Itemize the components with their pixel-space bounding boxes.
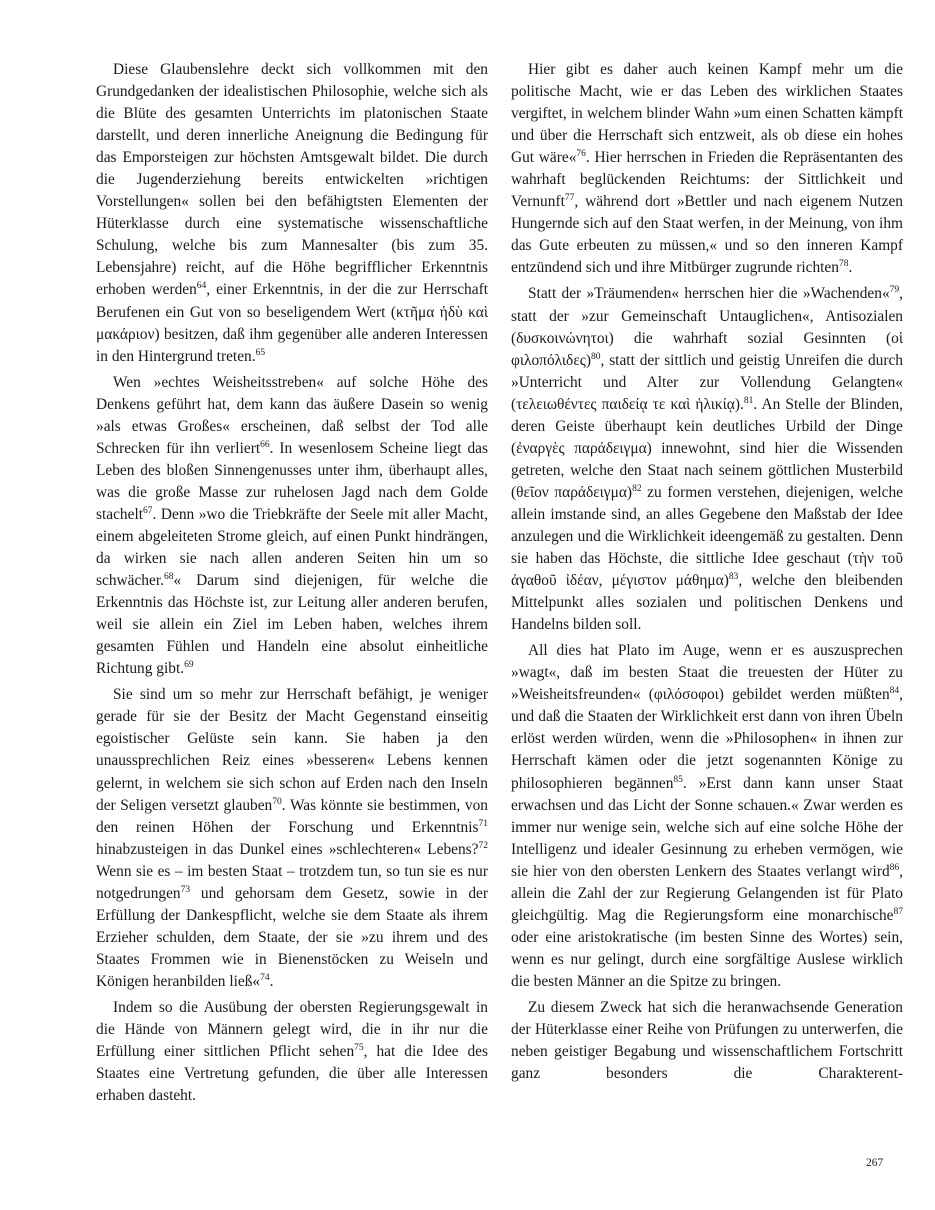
footnote-ref: 64 — [196, 281, 207, 292]
paragraph — [96, 684, 488, 993]
footnote-ref: 72 — [478, 840, 488, 851]
footnote-ref: 86 — [889, 862, 900, 873]
paragraph — [511, 640, 903, 993]
paragraph-text: , statt der sittlich und geistig Unreifen die durch »Unterricht und Alter zur Vollendung Gelangten« (τελειωθέντες παιδείᾳ τε καὶ ἡλικίᾳ). — [511, 351, 903, 413]
footnote-ref: 71 — [478, 818, 488, 829]
paragraph — [96, 997, 488, 1107]
right-text-column — [511, 59, 903, 1089]
footnote-ref: 70 — [272, 796, 282, 807]
paragraph-text: , und daß die Staaten der Wirklichkeit erst dann von ihren Übeln erlöst werden würden, wenn die »Philosophen« in ihnen zur Herrschaft kämen oder die jetzt sogenannten Könige zu philosophieren begännen — [511, 686, 903, 792]
paragraph-text: Statt der »Träumenden« herrschen hier die »Wachenden« — [528, 285, 890, 303]
paragraph-text: Sie sind um so mehr zur Herrschaft befähigt, je weniger gerade für sie der Besitz der Macht Gegenstand einseitig egoistischer Gelüste sein kann. Sie haben ja den unaussprechlichen Reiz eines »besseren« Lebens kennen gelernt, in welchem sie sich schon auf Erden nach den Inseln der Seligen versetzt glauben — [96, 686, 488, 814]
footnote-ref: 87 — [893, 906, 903, 917]
footnote-ref: 80 — [591, 351, 601, 362]
paragraph-text: , während dort »Bettler und nach eigenem Nutzen Hungernde sich auf den Staat werfen, in der Meinung, von ihm das Gute erbeuten zu müssen,« und so den inneren Kampf entzündend sich und ihre Mitbürger zugrunde richten — [511, 193, 903, 277]
footnote-ref: 74 — [260, 972, 270, 983]
paragraph-text: , einer Erkenntnis, in der die zur Herrschaft Berufenen ein Gut von so beseligendem Wert (κτῆμα ἡδὺ καὶ μακάριον) besitzen, daß ihm gegenüber alle anderen Interessen in den Hintergrund treten. — [96, 281, 488, 365]
paragraph — [511, 283, 903, 636]
footnote-ref: 84 — [889, 686, 900, 697]
paragraph — [511, 997, 903, 1085]
footnote-ref: 73 — [180, 884, 191, 895]
footnote-ref: 67 — [143, 505, 153, 516]
footnote-ref: 77 — [564, 193, 575, 204]
paragraph-text: . An Stelle der Blinden, deren Geiste überhaupt kein deutliches Urbild der Dinge (ἐναργὲς παράδειγμα) innewohnt, sind hier die Wissenden getreten, welche den Staat nach seinem göttlichen Musterbild (θεῖον παράδειγμα) — [511, 395, 903, 501]
paragraph-text: , welche den bleibenden Mittelpunkt alles sozialen und politischen Denkens und Handelns bilden soll. — [511, 572, 904, 634]
paragraph-text: . »Erst dann kann unser Staat erwachsen und das Licht der Sonne schauen.« Zwar werden es immer nur wenige sein, welche sich auf eine solche Höhe der Intelligenz und idealer Gesinnung zu erheben vermögen, wie sie hier von den obersten Lenkern des Staates verlangt wird — [511, 774, 903, 880]
paragraph-text: . — [269, 972, 274, 990]
paragraph-text: , statt der »zur Gemeinschaft Untauglichen«, Antisozialen (δυσκοινώνητοι) die wahrhaft sozial Gesinnten (οἱ φιλοπόλιδες) — [511, 285, 903, 369]
footnote-ref: 69 — [184, 660, 194, 671]
paragraph — [96, 372, 488, 681]
paragraph-text: Wen »echtes Weisheitsstreben« auf solche Höhe des Denkens geführt hat, dem kann das äußere Dasein so wenig »als etwas Großes« erscheinen, daß selbst der Tod alle Schrecken für ihn verliert — [96, 373, 488, 457]
paragraph-text: . Denn »wo die Triebkräfte der Seele mit aller Macht, einem abgeleiteten Strome gleich, auf einen Punkt hindrängen, da wirken sie nach allen anderen Seiten hin um so schwächer. — [96, 505, 488, 590]
footnote-ref: 68 — [163, 572, 174, 583]
left-text-column — [96, 59, 488, 1111]
paragraph-text: , hat die Idee des Staates eine Vertretung gefunden, die über alle Interessen erhaben dasteht. — [96, 1043, 489, 1105]
paragraph-text: Wenn sie es – im besten Staat – trotzdem tun, so tun sie es nur notgedrungen — [96, 862, 488, 902]
paragraph-text: . In wesenlosem Scheine liegt das Leben des bloßen Sinnengenusses unter ihm, überhaupt alles, was die große Masse zur ruhelosen Jagd nach dem Golde stachelt — [96, 439, 488, 523]
paragraph-text: zu formen verstehen, diejenigen, welche allein imstande sind, an alles Gegebene den Maßstab der Idee anzulegen und die Wirklichkeit ideengemäß zu gestalten. Denn sie haben das Höchste, die sittliche Idee geschaut (τὴν τοῦ ἀγαθοῦ ἰδέαν, μέγιστον μάθημα) — [511, 483, 903, 590]
paragraph — [511, 59, 903, 279]
paragraph-text: . Hier herrschen in Frieden die Repräsentanten des wahrhaft beglückenden Reichtums: der Sittlichkeit und Vernunft — [511, 149, 903, 211]
paragraph-text: oder eine aristokratische (im besten Sinne des Wortes) sein, wenn es nur gelingt, durch eine sorgfältige Auslese wirklich die besten Männer an die Spitze zu bringen. — [511, 928, 903, 990]
footnote-ref: 66 — [260, 439, 270, 450]
footnote-ref: 81 — [743, 395, 754, 406]
paragraph-text: Indem so die Ausübung der obersten Regierungsgewalt in die Hände von Männern gelegt wird, die in ihr nur die Erfüllung einer sittlichen Pflicht sehen — [96, 998, 488, 1061]
paragraph-text: Zu diesem Zweck hat sich die heranwachsende Generation der Hüterklasse einer Reihe von Prüfungen zu unterwerfen, die neben geistiger Begabung und wissenschaftlichem Fortschritt ganz besonders die Charakterent- — [511, 998, 903, 1083]
footnote-ref: 85 — [673, 774, 683, 785]
footnote-ref: 75 — [354, 1043, 364, 1054]
paragraph-text: Hier gibt es daher auch keinen Kampf mehr um die politische Macht, wie er das Leben des wirklichen Staates vergiftet, in welchem blinder Wahn »um einen Schatten kämpft und über die Herrschaft sich entzweit, als ob diese ein hohes Gut wäre« — [511, 61, 903, 167]
paragraph-text: . Was könnte sie bestimmen, von den reinen Höhen der Forschung und Erkenntnis — [96, 796, 488, 836]
paragraph-text: , allein die Zahl der zur Regierung Gelangenden ist für Plato gleichgültig. Mag die Regierungsform eine monarchische — [511, 862, 903, 924]
footnote-ref: 76 — [576, 149, 586, 160]
footnote-ref: 78 — [838, 259, 849, 270]
paragraph-text: « Darum sind diejenigen, für welche die Erkenntnis das Höchste ist, zur Leitung aller anderen berufen, weil sie allein ein Ziel im Leben haben, welches ihrem gesamten Fühlen und Handeln eine absolut einheitliche Richtung gibt. — [96, 572, 488, 678]
footnote-ref: 82 — [632, 483, 642, 494]
paragraph-text: hinabzusteigen in das Dunkel eines »schlechteren« Lebens? — [96, 840, 479, 858]
paragraph — [96, 59, 488, 368]
paragraph-text: und gehorsam dem Gesetz, sowie in der Erfüllung der Dankespflicht, welche sie dem Staate als ihrem Erzieher schulden, dem Staate, der sie »zu ihrem und des Staates Frommen wie in Bienenstöcken zu Weiseln und Königen heranbilden ließ« — [96, 884, 488, 990]
footnote-ref: 83 — [728, 572, 739, 583]
footnote-ref: 65 — [255, 347, 266, 358]
paragraph-text: Diese Glaubenslehre deckt sich vollkommen mit den Grundgedanken der idealistischen Philosophie, welche sich als die Blüte des gesamten Unterrichts im platonischen Staate darstellt, und deren innerliche Aneignung die Bedingung für das Emporsteigen zur höchsten Amtsgewalt bildet. Die durch die Jugenderziehung bereits entwickelten »richtigen Vorstellungen« sollen bei den befähigtsten Elementen der Hüterklasse durch eine systematische wissenschaftliche Schulung, welche bis zum Mannesalter (bis zum 35. Lebensjahre) reicht, auf die Höhe begrifflicher Erkenntnis erhoben werden — [96, 61, 488, 299]
footnote-ref: 79 — [889, 285, 900, 296]
paragraph-text: All dies hat Plato im Auge, wenn er es auszusprechen »wagt«, daß im besten Staat die treuesten der Hüter zu »Weisheitsfreunden« (φιλόσοφοι) gebildet werden müßten — [511, 642, 903, 704]
page-number: 267 — [866, 1157, 884, 1169]
paragraph-text: . — [848, 259, 853, 277]
